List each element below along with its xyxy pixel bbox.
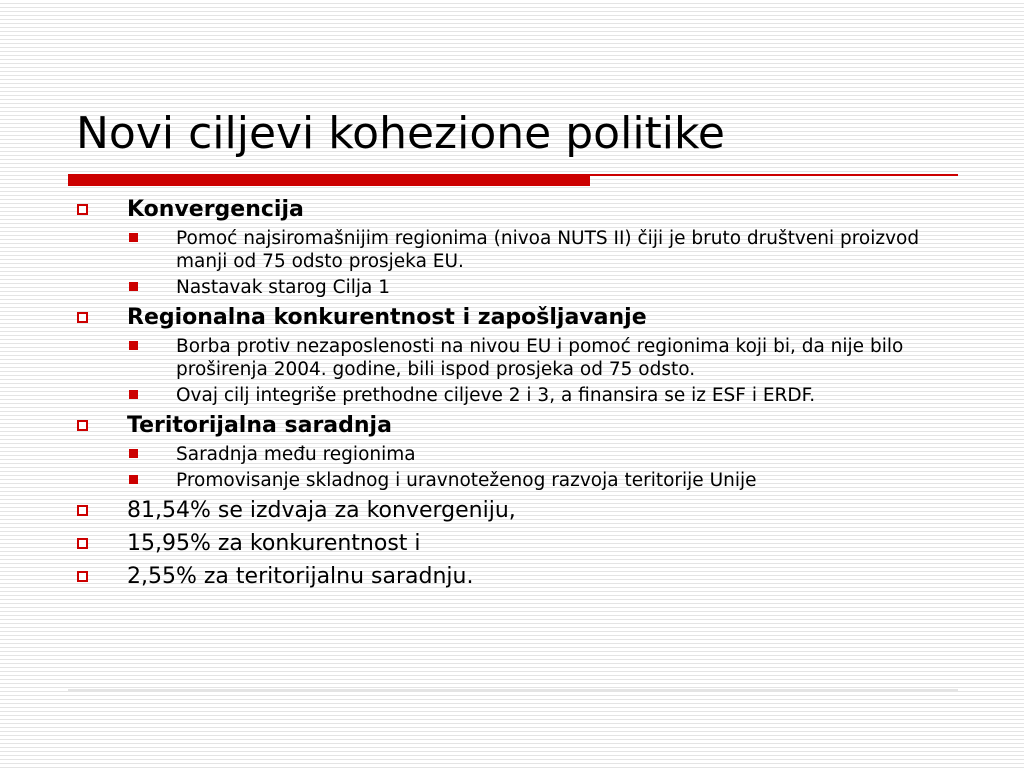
solid-square-bullet-icon	[129, 282, 138, 291]
sub-bullet-text: Nastavak starog Cilja 1	[176, 277, 390, 298]
hollow-square-bullet-icon	[77, 204, 88, 215]
sub-bullet-text: Borba protiv nezaposlenosti na nivou EU i pomoć regionima koji bi, da nije bilo proširenja 2004. godine, bili ispod prosjeka od 75 odsto.	[176, 336, 904, 380]
solid-square-bullet-icon	[129, 449, 138, 458]
bullet-text: 81,54% se izdvaja za konvergeniju,	[127, 498, 516, 523]
sub-bullet-item	[76, 227, 958, 273]
sub-bullet-text: Saradnja među regionima	[176, 444, 416, 465]
hollow-square-bullet-icon	[77, 420, 88, 431]
bullet-item	[76, 196, 956, 224]
sub-bullet-text: Ovaj cilj integriše prethodne ciljeve 2 i 3, a finansira se iz ESF i ERDF.	[176, 385, 816, 406]
bullet-item	[76, 412, 956, 440]
hollow-square-bullet-icon	[77, 571, 88, 582]
solid-square-bullet-icon	[129, 341, 138, 350]
hollow-square-bullet-icon	[77, 505, 88, 516]
sub-bullet-item	[76, 276, 958, 299]
title-underline	[68, 173, 958, 187]
bullet-item	[76, 304, 956, 332]
sub-bullet-text: Pomoć najsiromašnijim regionima (nivoa NUTS II) čiji je bruto društveni proizvod manji od 75 odsto prosjeka EU.	[176, 228, 920, 272]
bullet-item	[76, 530, 956, 558]
bullet-text: Teritorijalna saradnja	[127, 413, 392, 438]
sub-bullet-item	[76, 469, 958, 492]
hollow-square-bullet-icon	[77, 538, 88, 549]
bullet-text: Konvergencija	[127, 197, 304, 222]
title-underline-thick	[68, 176, 590, 186]
bullet-item	[76, 497, 956, 525]
solid-square-bullet-icon	[129, 233, 138, 242]
bullet-list	[76, 196, 956, 591]
footer-divider	[68, 689, 958, 691]
bullet-text: 2,55% za teritorijalnu saradnju.	[127, 564, 474, 589]
bullet-item	[76, 563, 956, 591]
sub-bullet-item	[76, 384, 958, 407]
sub-bullet-text: Promovisanje skladnog i uravnoteženog razvoja teritorije Unije	[176, 470, 757, 491]
slide-title: Novi ciljevi kohezione politike	[76, 108, 725, 159]
bullet-text: Regionalna konkurentnost i zapošljavanje	[127, 305, 647, 330]
solid-square-bullet-icon	[129, 475, 138, 484]
solid-square-bullet-icon	[129, 390, 138, 399]
sub-bullet-item	[76, 335, 958, 381]
hollow-square-bullet-icon	[77, 312, 88, 323]
bullet-text: 15,95% za konkurentnost i	[127, 531, 421, 556]
sub-bullet-item	[76, 443, 958, 466]
